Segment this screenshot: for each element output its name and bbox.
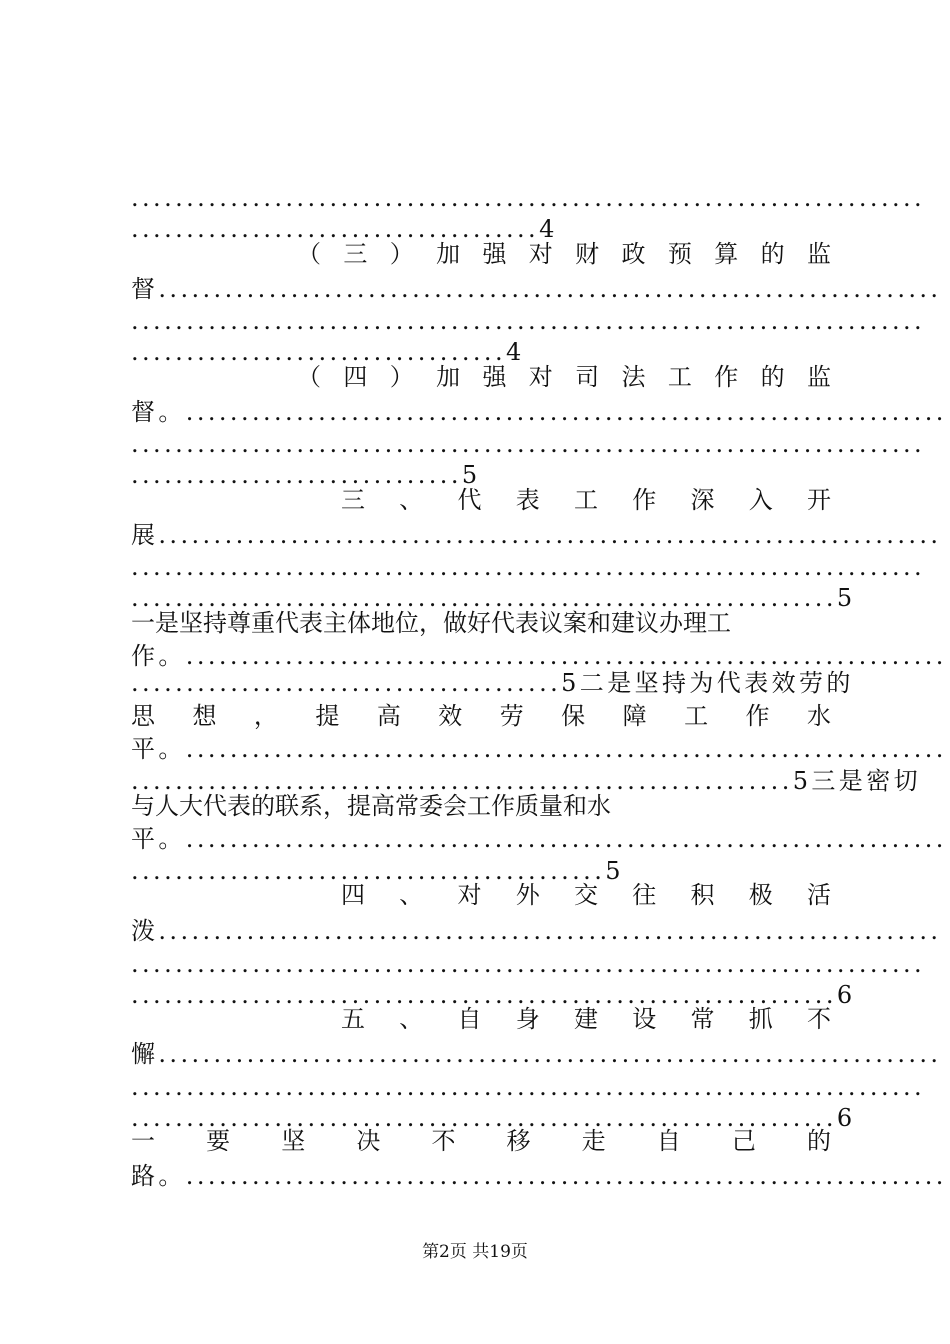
- heading-char: 水: [806, 702, 831, 730]
- toc-leader-line: ........................................................................: [131, 1073, 926, 1101]
- heading-char: 财: [575, 240, 600, 268]
- heading-char: 算: [714, 240, 739, 268]
- heading-char: 作: [714, 363, 739, 391]
- heading-char: 开: [807, 486, 831, 514]
- heading-char: 工: [574, 486, 598, 514]
- toc-leader-line: ................................................................5: [131, 584, 856, 612]
- toc-leader-line: ................................................................6: [131, 981, 856, 1009]
- heading-char: 建: [574, 1005, 598, 1033]
- toc-leader-line: ................................................................6: [131, 1104, 856, 1132]
- heading-char: 强: [482, 240, 507, 268]
- toc-entry-line: 督。.....................................................................: [131, 398, 947, 426]
- toc-leader-line: .....................................4: [131, 215, 558, 243]
- heading-char: 工: [667, 363, 692, 391]
- heading-char: 、: [399, 881, 424, 909]
- heading-char: 加: [436, 240, 461, 268]
- heading-char: 深: [690, 486, 715, 514]
- page-number-footer: 第2页 共19页: [422, 1242, 528, 1262]
- toc-entry-line: 泼.......................................................................: [131, 917, 942, 945]
- toc-entry-line: 懈.......................................................................: [131, 1040, 942, 1068]
- heading-char: 司: [575, 363, 600, 391]
- heading-char: 积: [690, 881, 715, 909]
- heading-char: 保: [561, 702, 586, 730]
- toc-heading-line: [341, 1003, 831, 1035]
- toc-heading-line: [341, 484, 831, 516]
- toc-entry-line: 展.......................................................................: [131, 521, 942, 549]
- heading-char: 决: [356, 1127, 381, 1155]
- toc-leader-line: .......................................5二是坚持为代表效劳的: [131, 669, 854, 697]
- heading-char: 想: [192, 702, 217, 730]
- heading-char: ）: [389, 363, 414, 391]
- heading-char: 不: [431, 1127, 456, 1155]
- heading-char: 抓: [748, 1005, 773, 1033]
- heading-char: 的: [760, 240, 785, 268]
- heading-char: 的: [806, 1127, 831, 1155]
- heading-char: 劳: [499, 702, 524, 730]
- toc-leader-line: ..................................4: [131, 338, 525, 366]
- heading-char: 加: [436, 363, 461, 391]
- toc-leader-line: ........................................................................: [131, 430, 926, 458]
- heading-char: ）: [389, 240, 414, 268]
- heading-char: 对: [457, 881, 482, 909]
- toc-heading-line: [131, 700, 831, 732]
- heading-char: 障: [622, 702, 647, 730]
- heading-char: 自: [457, 1005, 482, 1033]
- heading-char: 入: [748, 486, 773, 514]
- heading-char: 五: [341, 1005, 365, 1033]
- toc-entry-line: 平。.....................................................................: [131, 735, 947, 763]
- heading-char: 常: [690, 1005, 715, 1033]
- heading-char: 要: [206, 1127, 231, 1155]
- toc-leader-line: ........................................................................: [131, 307, 926, 335]
- heading-char: 政: [621, 240, 646, 268]
- toc-heading-line: [131, 1125, 831, 1157]
- heading-char: 作: [632, 486, 657, 514]
- heading-char: 外: [515, 881, 540, 909]
- heading-char: 预: [667, 240, 692, 268]
- heading-char: 自: [656, 1127, 681, 1155]
- toc-leader-line: ..............................5: [131, 461, 481, 489]
- toc-leader-line: ........................................................................: [131, 950, 926, 978]
- toc-entry-line: 平。.....................................................................: [131, 825, 947, 853]
- heading-char: 己: [731, 1127, 756, 1155]
- toc-entry-line: 一是坚持尊重代表主体地位，做好代表议案和建议办理工: [131, 609, 731, 637]
- heading-char: 工: [684, 702, 709, 730]
- heading-char: 表: [515, 486, 540, 514]
- heading-char: 强: [482, 363, 507, 391]
- heading-char: 极: [748, 881, 773, 909]
- heading-char: 法: [621, 363, 646, 391]
- heading-char: 坚: [281, 1127, 306, 1155]
- heading-char: 设: [632, 1005, 657, 1033]
- toc-leader-line: ............................................................5三是密切: [131, 767, 922, 795]
- heading-char: ，: [253, 702, 278, 730]
- toc-leader-line: ........................................................................: [131, 184, 926, 212]
- heading-char: 移: [506, 1127, 531, 1155]
- heading-char: 对: [528, 363, 553, 391]
- heading-char: 代: [457, 486, 482, 514]
- toc-leader-line: ........................................................................: [131, 553, 926, 581]
- heading-char: 走: [581, 1127, 606, 1155]
- toc-heading-line: [297, 238, 831, 270]
- toc-entry-line: 路。.....................................................................: [131, 1162, 947, 1190]
- heading-char: 监: [806, 240, 831, 268]
- heading-char: 活: [807, 881, 831, 909]
- heading-char: 对: [528, 240, 553, 268]
- heading-char: 、: [399, 1005, 424, 1033]
- toc-entry-line: 作。.....................................................................: [131, 642, 947, 670]
- toc-entry-line: 督.......................................................................: [131, 275, 942, 303]
- toc-heading-line: [297, 361, 831, 393]
- heading-char: 四: [341, 881, 365, 909]
- heading-char: 交: [574, 881, 598, 909]
- heading-char: 三: [341, 486, 365, 514]
- toc-heading-line: [341, 879, 831, 911]
- heading-char: 不: [807, 1005, 831, 1033]
- heading-char: 作: [745, 702, 770, 730]
- heading-char: 身: [515, 1005, 540, 1033]
- heading-char: 往: [632, 881, 657, 909]
- heading-char: 一: [131, 1127, 155, 1155]
- heading-char: 、: [399, 486, 424, 514]
- heading-char: 效: [438, 702, 463, 730]
- heading-char: 的: [760, 363, 785, 391]
- heading-char: 高: [376, 702, 401, 730]
- heading-char: 提: [315, 702, 340, 730]
- heading-char: （: [297, 363, 321, 391]
- heading-char: 四: [343, 363, 368, 391]
- toc-leader-line: ...........................................5: [131, 857, 624, 885]
- heading-char: 三: [343, 240, 368, 268]
- heading-char: 思: [131, 702, 155, 730]
- heading-char: （: [297, 240, 321, 268]
- toc-entry-line: 与人大代表的联系，提高常委会工作质量和水: [131, 792, 611, 820]
- heading-char: 监: [806, 363, 831, 391]
